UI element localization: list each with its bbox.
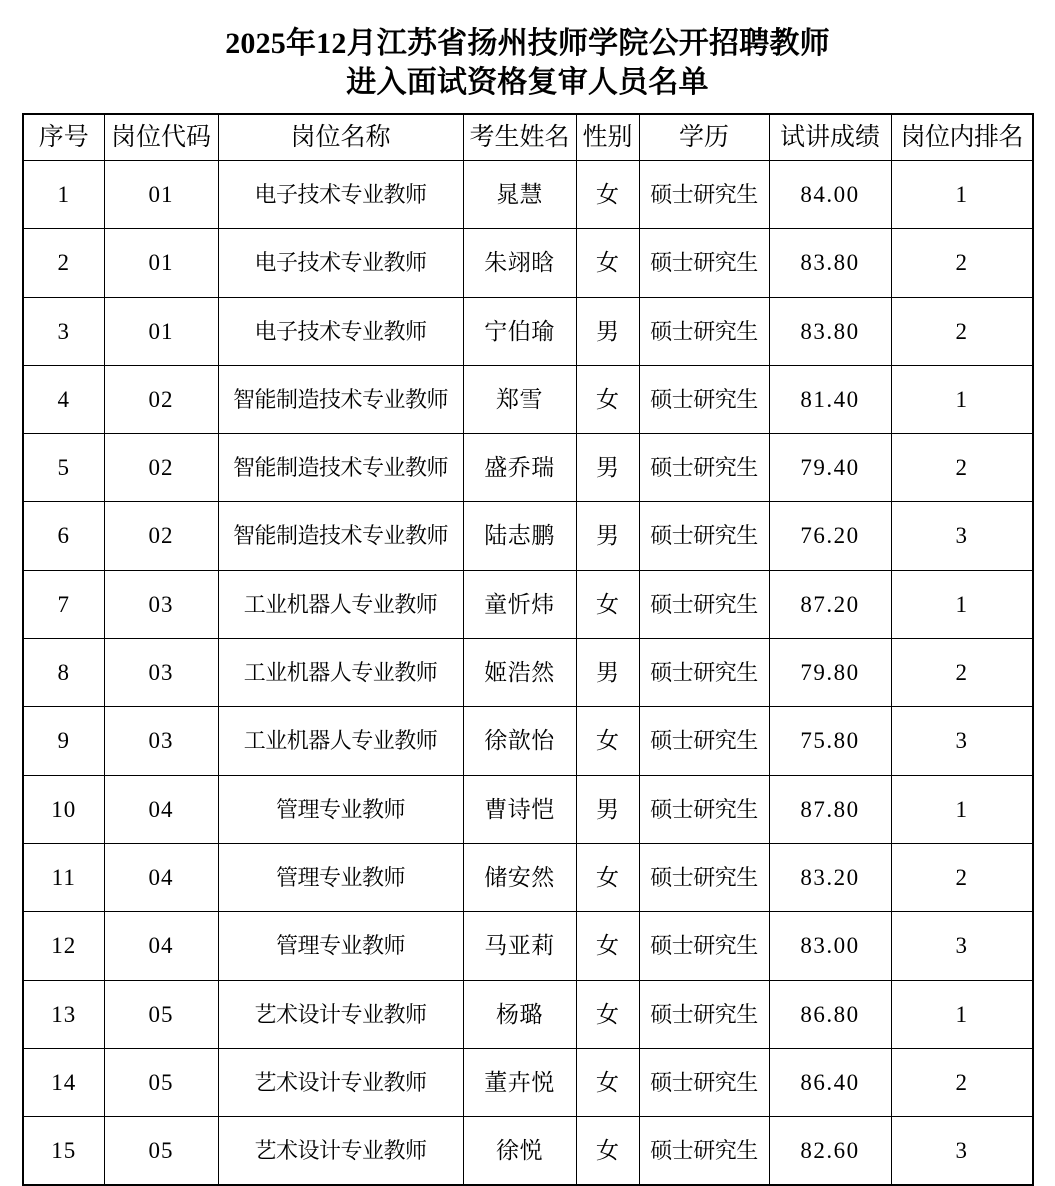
cell-post-name: 艺术设计专业教师 [218, 980, 463, 1048]
cell-rank-in-post: 2 [891, 639, 1033, 707]
cell-gender: 女 [576, 707, 639, 775]
cell-trial-score: 87.20 [769, 570, 891, 638]
cell-gender: 女 [576, 161, 639, 229]
cell-gender: 男 [576, 639, 639, 707]
cell-post-code: 05 [104, 1117, 218, 1186]
cell-rank-in-post: 2 [891, 434, 1033, 502]
column-header-candidate-name: 考生姓名 [463, 114, 576, 161]
cell-candidate-name: 曹诗恺 [463, 775, 576, 843]
cell-trial-score: 83.80 [769, 297, 891, 365]
cell-trial-score: 76.20 [769, 502, 891, 570]
cell-seq: 15 [23, 1117, 104, 1186]
page-title [0, 24, 1055, 102]
table-row [23, 775, 1033, 843]
cell-trial-score: 86.40 [769, 1048, 891, 1116]
cell-seq: 11 [23, 843, 104, 911]
table-row [23, 434, 1033, 502]
column-header-rank-in-post: 岗位内排名 [891, 114, 1033, 161]
page-title-line-2: 进入面试资格复审人员名单 [346, 66, 709, 99]
cell-post-code: 05 [104, 980, 218, 1048]
cell-candidate-name: 姬浩然 [463, 639, 576, 707]
column-header-gender: 性别 [576, 114, 639, 161]
cell-post-name: 电子技术专业教师 [218, 161, 463, 229]
cell-trial-score: 84.00 [769, 161, 891, 229]
cell-post-name: 电子技术专业教师 [218, 229, 463, 297]
cell-post-code: 04 [104, 912, 218, 980]
cell-post-code: 01 [104, 229, 218, 297]
table-body [23, 161, 1033, 1186]
cell-education: 硕士研究生 [639, 434, 769, 502]
cell-post-name: 电子技术专业教师 [218, 297, 463, 365]
cell-post-name: 智能制造技术专业教师 [218, 502, 463, 570]
cell-trial-score: 79.40 [769, 434, 891, 502]
cell-rank-in-post: 2 [891, 1048, 1033, 1116]
cell-gender: 女 [576, 365, 639, 433]
cell-post-name: 智能制造技术专业教师 [218, 365, 463, 433]
cell-post-code: 02 [104, 434, 218, 502]
cell-post-code: 03 [104, 639, 218, 707]
cell-rank-in-post: 1 [891, 570, 1033, 638]
cell-education: 硕士研究生 [639, 707, 769, 775]
cell-post-code: 04 [104, 775, 218, 843]
cell-candidate-name: 宁伯瑜 [463, 297, 576, 365]
cell-seq: 5 [23, 434, 104, 502]
cell-rank-in-post: 2 [891, 843, 1033, 911]
cell-trial-score: 81.40 [769, 365, 891, 433]
cell-seq: 12 [23, 912, 104, 980]
cell-education: 硕士研究生 [639, 1048, 769, 1116]
cell-candidate-name: 晁慧 [463, 161, 576, 229]
cell-post-code: 02 [104, 365, 218, 433]
cell-post-code: 04 [104, 843, 218, 911]
cell-seq: 14 [23, 1048, 104, 1116]
cell-gender: 女 [576, 229, 639, 297]
cell-education: 硕士研究生 [639, 365, 769, 433]
cell-gender: 女 [576, 980, 639, 1048]
table-row [23, 365, 1033, 433]
cell-seq: 9 [23, 707, 104, 775]
table-row [23, 912, 1033, 980]
cell-education: 硕士研究生 [639, 843, 769, 911]
table-header [23, 114, 1033, 161]
cell-education: 硕士研究生 [639, 912, 769, 980]
cell-gender: 男 [576, 434, 639, 502]
table-row [23, 707, 1033, 775]
cell-education: 硕士研究生 [639, 161, 769, 229]
cell-trial-score: 79.80 [769, 639, 891, 707]
table-row [23, 161, 1033, 229]
cell-education: 硕士研究生 [639, 502, 769, 570]
cell-education: 硕士研究生 [639, 980, 769, 1048]
table-row [23, 297, 1033, 365]
cell-gender: 女 [576, 912, 639, 980]
column-header-education: 学历 [639, 114, 769, 161]
table-row [23, 1117, 1033, 1186]
table-row [23, 639, 1033, 707]
cell-post-code: 03 [104, 707, 218, 775]
cell-rank-in-post: 2 [891, 297, 1033, 365]
table-row [23, 570, 1033, 638]
cell-post-code: 03 [104, 570, 218, 638]
cell-rank-in-post: 3 [891, 1117, 1033, 1186]
cell-education: 硕士研究生 [639, 229, 769, 297]
cell-education: 硕士研究生 [639, 570, 769, 638]
column-header-seq: 序号 [23, 114, 104, 161]
table-row [23, 502, 1033, 570]
cell-rank-in-post: 1 [891, 775, 1033, 843]
cell-candidate-name: 童忻炜 [463, 570, 576, 638]
cell-gender: 女 [576, 570, 639, 638]
cell-rank-in-post: 1 [891, 161, 1033, 229]
cell-candidate-name: 盛乔瑞 [463, 434, 576, 502]
cell-education: 硕士研究生 [639, 775, 769, 843]
cell-rank-in-post: 3 [891, 707, 1033, 775]
cell-post-code: 02 [104, 502, 218, 570]
cell-trial-score: 86.80 [769, 980, 891, 1048]
table-row [23, 980, 1033, 1048]
cell-seq: 2 [23, 229, 104, 297]
cell-rank-in-post: 3 [891, 502, 1033, 570]
cell-rank-in-post: 1 [891, 365, 1033, 433]
cell-post-name: 管理专业教师 [218, 775, 463, 843]
cell-post-code: 05 [104, 1048, 218, 1116]
cell-trial-score: 83.80 [769, 229, 891, 297]
cell-rank-in-post: 3 [891, 912, 1033, 980]
cell-candidate-name: 杨璐 [463, 980, 576, 1048]
column-header-trial-score: 试讲成绩 [769, 114, 891, 161]
cell-gender: 男 [576, 775, 639, 843]
cell-candidate-name: 郑雪 [463, 365, 576, 433]
cell-seq: 7 [23, 570, 104, 638]
cell-seq: 1 [23, 161, 104, 229]
roster-table-container [22, 113, 1032, 1186]
cell-post-name: 智能制造技术专业教师 [218, 434, 463, 502]
cell-education: 硕士研究生 [639, 297, 769, 365]
cell-candidate-name: 马亚莉 [463, 912, 576, 980]
cell-seq: 4 [23, 365, 104, 433]
cell-post-code: 01 [104, 297, 218, 365]
table-row [23, 843, 1033, 911]
cell-education: 硕士研究生 [639, 639, 769, 707]
cell-candidate-name: 朱翊晗 [463, 229, 576, 297]
roster-table [22, 113, 1034, 1186]
table-row [23, 1048, 1033, 1116]
cell-trial-score: 87.80 [769, 775, 891, 843]
cell-candidate-name: 储安然 [463, 843, 576, 911]
cell-post-code: 01 [104, 161, 218, 229]
cell-candidate-name: 董卉悦 [463, 1048, 576, 1116]
cell-seq: 6 [23, 502, 104, 570]
cell-post-name: 管理专业教师 [218, 843, 463, 911]
column-header-post-code: 岗位代码 [104, 114, 218, 161]
cell-seq: 8 [23, 639, 104, 707]
cell-gender: 男 [576, 297, 639, 365]
cell-post-name: 工业机器人专业教师 [218, 570, 463, 638]
cell-seq: 10 [23, 775, 104, 843]
cell-gender: 女 [576, 1117, 639, 1186]
cell-trial-score: 83.20 [769, 843, 891, 911]
cell-gender: 女 [576, 843, 639, 911]
cell-candidate-name: 徐歆怡 [463, 707, 576, 775]
cell-gender: 男 [576, 502, 639, 570]
cell-post-name: 管理专业教师 [218, 912, 463, 980]
cell-candidate-name: 徐悦 [463, 1117, 576, 1186]
cell-trial-score: 75.80 [769, 707, 891, 775]
cell-seq: 13 [23, 980, 104, 1048]
cell-gender: 女 [576, 1048, 639, 1116]
cell-post-name: 艺术设计专业教师 [218, 1048, 463, 1116]
cell-rank-in-post: 1 [891, 980, 1033, 1048]
cell-candidate-name: 陆志鹏 [463, 502, 576, 570]
table-row [23, 229, 1033, 297]
page-title-line-1: 2025年12月江苏省扬州技师学院公开招聘教师 [225, 27, 830, 60]
column-header-post-name: 岗位名称 [218, 114, 463, 161]
cell-trial-score: 83.00 [769, 912, 891, 980]
cell-post-name: 工业机器人专业教师 [218, 707, 463, 775]
cell-trial-score: 82.60 [769, 1117, 891, 1186]
cell-seq: 3 [23, 297, 104, 365]
cell-rank-in-post: 2 [891, 229, 1033, 297]
cell-education: 硕士研究生 [639, 1117, 769, 1186]
table-header-row [23, 114, 1033, 161]
cell-post-name: 工业机器人专业教师 [218, 639, 463, 707]
cell-post-name: 艺术设计专业教师 [218, 1117, 463, 1186]
